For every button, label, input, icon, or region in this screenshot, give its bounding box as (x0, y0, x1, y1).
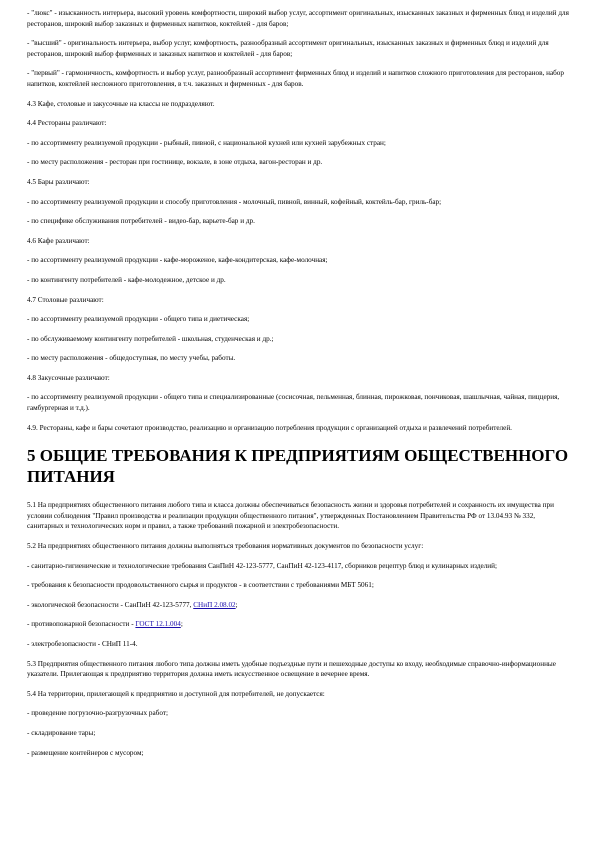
paragraph: - "люкс" - изысканность интерьера, высокий уровень комфортности, широкий выбор услуг, ассортимент оригинальных, изысканных заказных и фирменных блюд и изделий для ресторанов, широкий выбор заказных и фирменных напитков, коктейлей - для баров; (27, 9, 569, 28)
paragraph: - по специфике обслуживания потребителей - видео-бар, варьете-бар и др. (27, 217, 255, 226)
paragraph: 4.4 Рестораны различают: (27, 119, 107, 128)
paragraph: 4.7 Столовые различают: (27, 295, 104, 304)
paragraph: 4.3 Кафе, столовые и закусочные на классы не подразделяют. (27, 99, 215, 108)
paragraph: - по ассортименту реализуемой продукции - общего типа и специализированные (сосисочная, пельменная, блинная, пирожковая, пончиковая, шашлычная, чайная, пиццерия, гамбургерная и т.д.). (27, 393, 560, 413)
paragraph: - по месту расположения - ресторан при гостинице, вокзале, в зоне отдыха, вагон-ресторан и др. (27, 158, 323, 167)
paragraph: - по ассортименту реализуемой продукции - рыбный, пивной, с национальной кухней или кухней зарубежных стран; (27, 138, 386, 147)
paragraph-with-link (27, 619, 569, 630)
paragraph: - по ассортименту реализуемой продукции и способу приготовления - молочный, пивной, винный, кофейный, коктейль-бар, гриль-бар; (27, 197, 442, 206)
gost-link[interactable]: ГОСТ 12.1.004 (135, 620, 181, 629)
paragraph-with-link (27, 600, 569, 611)
paragraph: 4.9. Рестораны, кафе и бары сочетают производство, реализацию и организацию потребления продукции с организацией отдыха и развлечений потребителей. (27, 423, 512, 432)
paragraph: - санитарно-гигиенические и технологические требования СанПиН 42-123-5777, СанПиН 42-123-4117, сборников рецептур блюд и кулинарных изделий; (27, 561, 497, 570)
paragraph: 4.8 Закусочные различают: (27, 373, 110, 382)
paragraph: - по контингенту потребителей - кафе-молодежное, детское и др. (27, 275, 226, 284)
section-4-text (27, 8, 569, 433)
paragraph: - по ассортименту реализуемой продукции - кафе-мороженое, кафе-кондитерская, кафе-молочная; (27, 256, 328, 265)
paragraph: - требования к безопасности продовольственного сырья и продуктов - в соответствии с требованиями МБТ 5061; (27, 581, 374, 590)
paragraph: - складирование тары; (27, 728, 96, 737)
paragraph: - электробезопасности - СНиП 11-4. (27, 640, 138, 648)
snip-link[interactable]: СНиП 2.08.02 (193, 600, 236, 609)
section-heading: 5 ОБЩИЕ ТРЕБОВАНИЯ К ПРЕДПРИЯТИЯМ ОБЩЕСТВЕННОГО ПИТАНИЯ (27, 446, 569, 487)
paragraph: - по месту расположения - общедоступная, по месту учебы, работы. (27, 354, 236, 363)
paragraph: - проведение погрузочно-разгрузочных работ; (27, 709, 168, 718)
paragraph-text: - противопожарной безопасности - (27, 620, 136, 629)
paragraph: - по обслуживаемому контингенту потребителей - школьная, студенческая и др.; (27, 334, 274, 343)
paragraph: - "высший" - оригинальность интерьера, выбор услуг, комфортность, разнообразный ассортимент оригинальных, изысканных заказных и фирменных блюд и изделий для ресторанов, широкий выбор фирменных и заказных напитков и коктейлей - для баров; (27, 39, 549, 58)
paragraph: 4.6 Кафе различают: (27, 236, 90, 245)
paragraph: - по ассортименту реализуемой продукции - общего типа и диетическая; (27, 315, 250, 324)
paragraph: 5.1 На предприятиях общественного питания любого типа и класса должны обеспечиваться безопасность жизни и здоровья потребителей и сохранность их имущества при условии соблюдения "Правил производства и реализации продукции общественного питания", утвержденных Постановлением Правительства РФ от 13.04.93 № 332, санитарных и технологических норм и правил, а также требований пожарной и электробезопасности. (27, 501, 554, 531)
section-5-text (27, 500, 569, 758)
paragraph-text: ; (235, 600, 238, 609)
paragraph: - "первый" - гармоничность, комфортность и выбор услуг, разнообразный ассортимент фирменных блюд и изделий и напитков сложного приготовления для ресторанов, набор напитков, коктейлей несложного приготовления, в т.ч. заказных и фирменных - для баров. (27, 69, 564, 88)
paragraph: 4.5 Бары различают: (27, 177, 90, 186)
paragraph: 5.2 На предприятиях общественного питания должны выполняться требования нормативных документов по безопасности услуг: (27, 542, 424, 551)
paragraph-text: - экологической безопасности - СанПиН 42-123-5777, (27, 600, 194, 609)
paragraph: - размещение контейнеров с мусором; (27, 748, 144, 757)
paragraph: 5.4 На территории, прилегающей к предприятию и доступной для потребителей, не допускается: (27, 689, 325, 698)
paragraph-text: ; (180, 620, 183, 629)
paragraph: 5.3 Предприятия общественного питания любого типа должны иметь удобные подъездные пути и пешеходные доступы ко входу, необходимые справочно-информационные указатели. Прилегающая к предприятию территория должна иметь искусственное освещение в вечернее время. (27, 659, 556, 679)
